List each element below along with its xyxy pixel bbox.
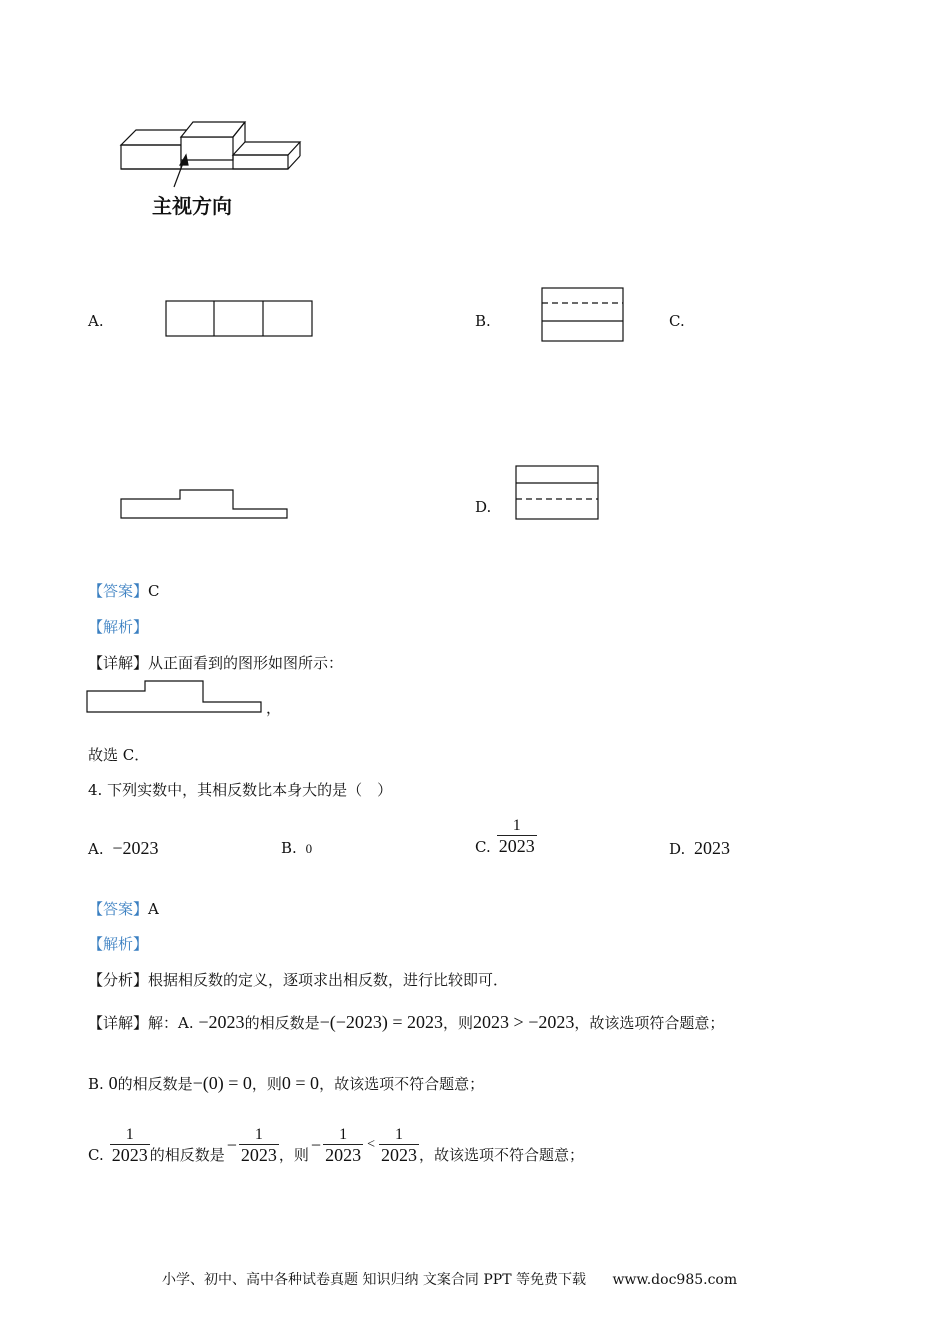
q4-analysis-tag: 【解析】 (88, 935, 149, 953)
option-d-label: D. (475, 498, 492, 516)
q3-detail: 【详解】从正面看到的图形如图所示： (88, 654, 344, 672)
q4-stem: 4. 下列实数中，其相反数比本身大的是（ ） (88, 781, 393, 799)
q3-analysis-tag: 【解析】 (88, 618, 149, 636)
fraction: $\frac{1}{2023}$ (498, 816, 535, 856)
footer-text: 小学、初中、高中各种试卷真题 知识归纳 文案合同 PPT 等免费下载 www.doc985.com (162, 1272, 738, 1288)
fraction: $\frac{1}{2023}$ (325, 1125, 362, 1165)
solid-figure (118, 115, 308, 195)
q4-detail-b: B. 0的相反数是−(0) = 0，则0 = 0，故该选项不符合题意； (88, 1073, 485, 1093)
figure-label: 主视方向 (152, 194, 232, 218)
q4-option-c: C. $\frac{1}{2023}$ (475, 816, 535, 856)
q4-option-d: D. 2023 (669, 838, 731, 858)
q4-option-a: A. −2023 (88, 838, 159, 858)
q4-option-b: B. 0 (281, 839, 313, 857)
q3-detail-comma: ， (266, 699, 282, 717)
fraction: $\frac{1}{2023}$ (240, 1125, 277, 1165)
option-c-label: C. (669, 312, 685, 330)
option-c-figure (120, 489, 290, 521)
fraction: $\frac{1}{2023}$ (111, 1125, 148, 1165)
option-b-label: B. (475, 312, 491, 330)
q3-answer: 【答案】C (88, 582, 160, 600)
q4-detail-c: C. $\frac{1}{2023}$ 的相反数是 − $\frac{1}{2023}$ ，则 − $\frac{1}{2023}$ < $\frac{1}{2023}$ ，故该选项不符合题意； (88, 1125, 584, 1165)
fraction: $\frac{1}{2023}$ (380, 1125, 417, 1165)
option-d-figure (515, 465, 600, 521)
q4-answer: 【答案】A (88, 900, 159, 918)
option-b-figure (541, 287, 625, 343)
option-a-label: A. (88, 312, 104, 330)
q3-conclusion: 故选 C． (88, 746, 150, 764)
q4-detail-a: 【详解】解：A. −2023的相反数是−(−2023) = 2023，则2023 > −2023，故该选项符合题意； (88, 1012, 725, 1032)
option-a-figure (165, 300, 313, 338)
q4-analysis: 【分析】根据相反数的定义，逐项求出相反数，进行比较即可． (88, 971, 509, 989)
q3-detail-figure (86, 680, 266, 715)
footer-link[interactable]: www.doc985.com (612, 1272, 738, 1288)
